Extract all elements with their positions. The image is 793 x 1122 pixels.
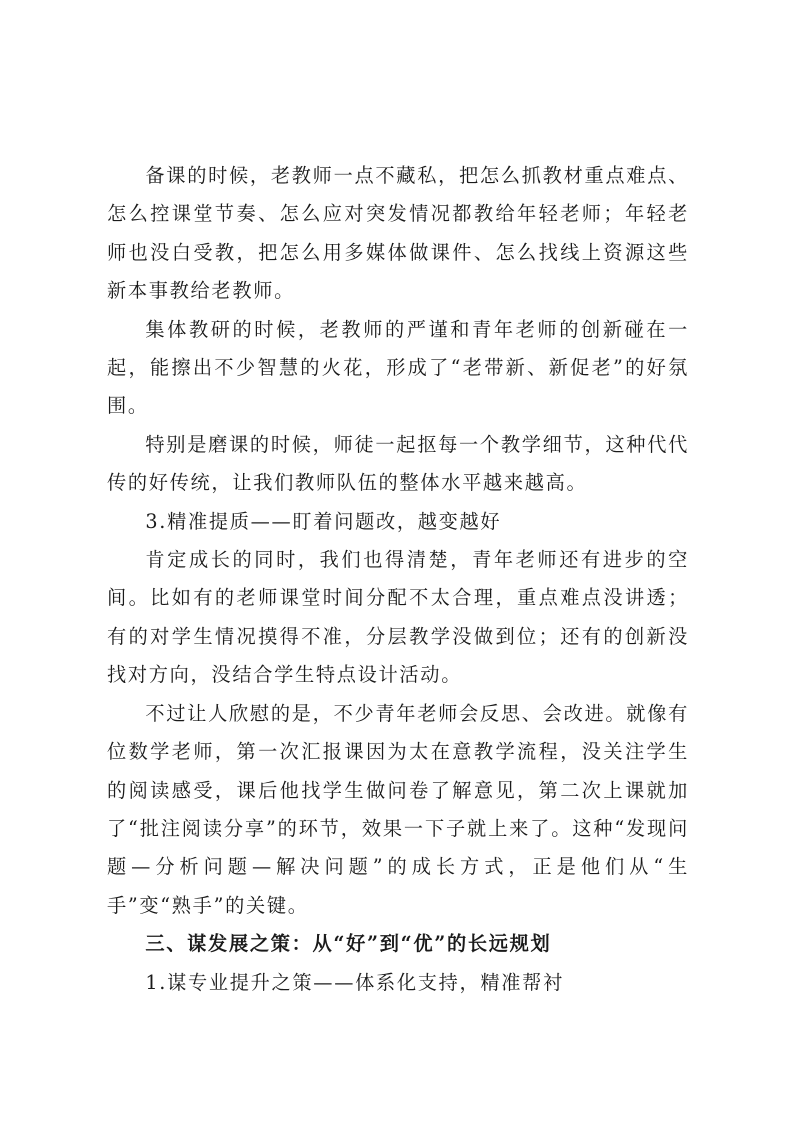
paragraph-lesson-prep: 备课的时候，老教师一点不藏私，把怎么抓教材重点难点、怎么控课堂节奏、怎么应对突发情况都教给年轻老师；年轻老师也没白受教，把怎么用多媒体做课件、怎么找线上资源这些新本事教给老教师。 <box>107 164 689 303</box>
section-heading-professional-growth: 1.谋专业提升之策——体系化支持，精准帮衬 <box>145 970 564 994</box>
paragraph-lesson-polishing: 特别是磨课的时候，师徒一起抠每一个教学细节，这种代代传的好传统，让我们教师队伍的整体水平越来越高。 <box>107 432 689 495</box>
paragraph-reflection-improvement: 不过让人欣慰的是，不少青年老师会反思、会改进。就像有位数学老师，第一次汇报课因为太在意教学流程，没关注学生的阅读感受，课后他找学生做问卷了解意见，第二次上课就加了“批注阅读分享”的环节，效果一下子就上来了。这种“发现问题—分析问题—解决问题”的成长方式，正是他们从“生手”变“熟手”的关键。 <box>107 701 689 917</box>
paragraph-room-for-progress: 肯定成长的同时，我们也得清楚，青年老师还有进步的空间。比如有的老师课堂时间分配不太合理，重点难点没讲透；有的对学生情况摸得不准，分层教学没做到位；还有的创新没找对方向，没结合学生特点设计活动。 <box>107 548 689 687</box>
section-heading-precise-improvement: 3.精准提质——盯着问题改，越变越好 <box>145 509 502 533</box>
paragraph-group-research: 集体教研的时候，老教师的严谨和青年老师的创新碰在一起，能擦出不少智慧的火花，形成了“老带新、新促老”的好氛围。 <box>107 317 689 418</box>
document-body <box>107 157 689 1002</box>
chapter-heading-development-strategy: 三、谋发展之策：从“好”到“优”的长远规划 <box>145 932 552 956</box>
